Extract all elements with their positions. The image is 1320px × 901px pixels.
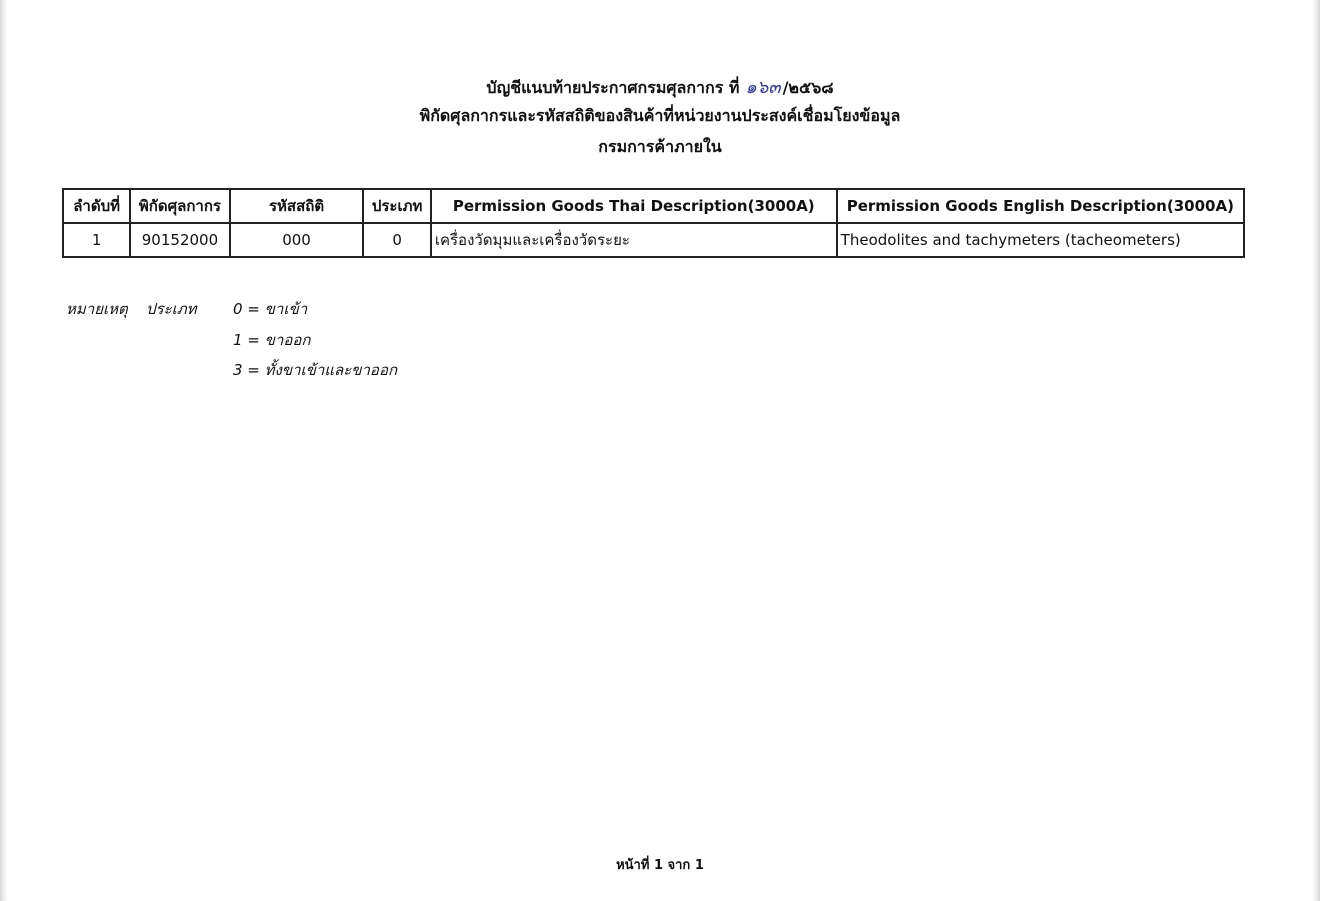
handwritten-announcement-number: ๑๖๓ <box>745 77 781 98</box>
cell-stat-code: 000 <box>230 223 364 257</box>
remarks-type-label: ประเภท <box>146 300 197 318</box>
remark-line: 3 = ทั้งขาเข้าและขาออก <box>233 361 398 379</box>
announcement-year: /๒๕๖๘ <box>782 78 834 97</box>
column-header-type: ประเภท <box>363 189 430 223</box>
cell-type: 0 <box>363 223 430 257</box>
title-prefix: บัญชีแนบท้ายประกาศกรมศุลกากร ที่ <box>486 78 740 97</box>
column-header-thai-desc: Permission Goods Thai Description(3000A) <box>431 189 837 223</box>
cell-english-desc: Theodolites and tachymeters (tacheometers) <box>837 223 1244 257</box>
page-number: หน้าที่ 1 จาก 1 <box>616 858 704 873</box>
goods-table <box>62 188 1245 258</box>
table-row <box>63 223 1244 257</box>
column-header-english-desc: Permission Goods English Description(3000A) <box>837 189 1244 223</box>
column-header-seq: ลำดับที่ <box>63 189 130 223</box>
column-header-stat-code: รหัสสถิติ <box>230 189 364 223</box>
document-title <box>0 72 1320 101</box>
remark-line: 1 = ขาออก <box>233 331 311 349</box>
cell-tariff: 90152000 <box>130 223 229 257</box>
cell-thai-desc: เครื่องวัดมุมและเครื่องวัดระยะ <box>431 223 837 257</box>
agency-name: กรมการค้าภายใน <box>598 137 722 156</box>
table-header-row <box>63 189 1244 223</box>
cell-seq: 1 <box>63 223 130 257</box>
column-header-tariff: พิกัดศุลกากร <box>130 189 229 223</box>
remark-line: 0 = ขาเข้า <box>233 300 308 318</box>
document-subtitle: พิกัดศุลกากรและรหัสสถิติของสินค้าที่หน่วยงานประสงค์เชื่อมโยงข้อมูล <box>419 106 901 125</box>
remarks-label: หมายเหตุ <box>66 300 128 318</box>
